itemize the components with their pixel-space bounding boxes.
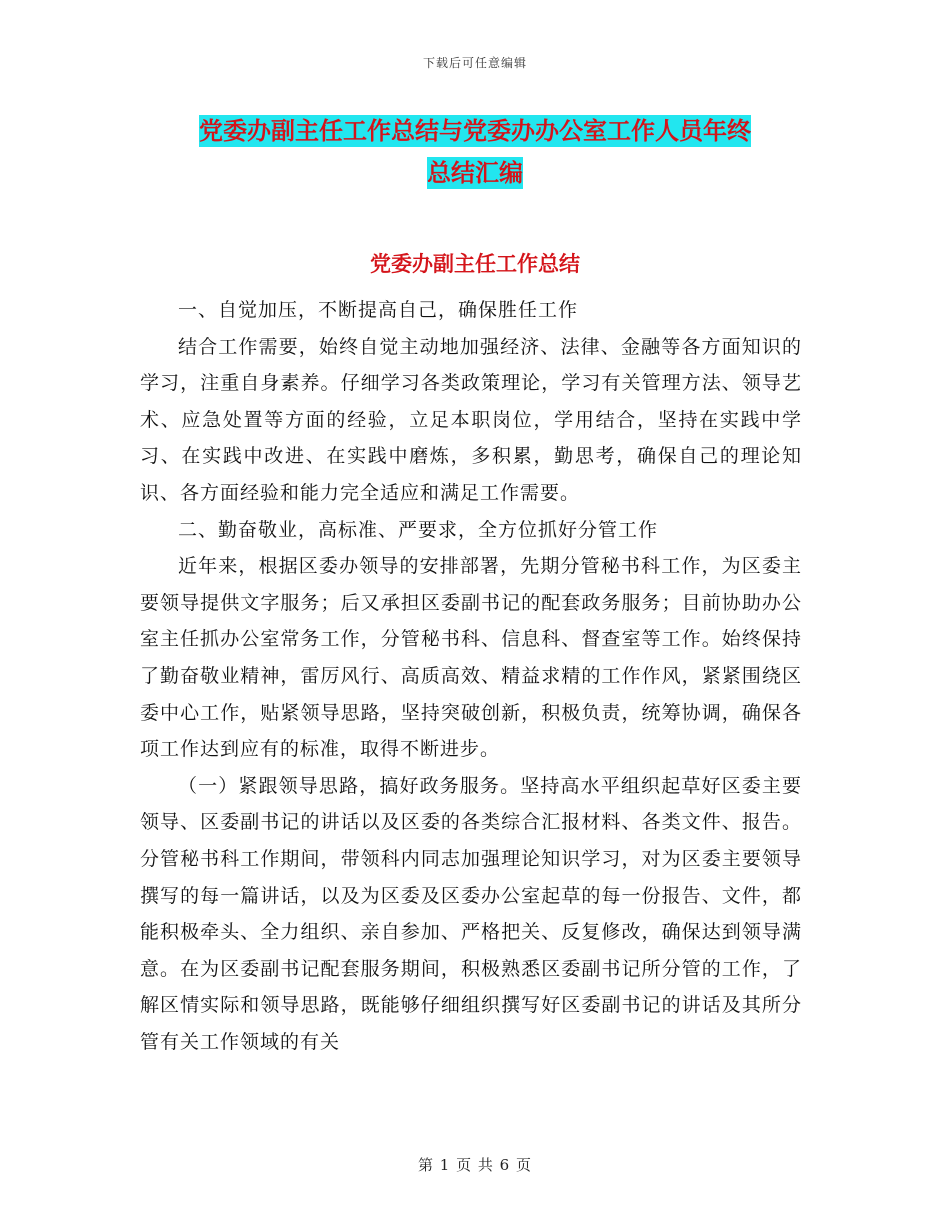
section-title: 党委办副主任工作总结	[370, 252, 580, 276]
body-paragraph-3: （一）紧跟领导思路，搞好政务服务。坚持高水平组织起草好区委主要领导、区委副书记的讲话以及区委的各类综合汇报材料、各类文件、报告。分管秘书科工作期间，带领科内同志加强理论知识学习，对为区委主要领导撰写的每一篇讲话，以及为区委及区委办公室起草的每一份报告、文件，都能积极牵头、全力组织、亲自参加、严格把关、反复修改，确保达到领导满意。在为区委副书记配套服务期间，积极熟悉区委副书记所分管的工作，了解区情实际和领导思路，既能够仔细组织撰写好区委副书记的讲话及其所分管有关工作领域的有关	[140, 774, 802, 1053]
page-number-footer: 第 1 页 共 6 页	[418, 1156, 532, 1174]
header-note: 下载后可任意编辑	[422, 56, 527, 70]
document-title	[140, 110, 810, 194]
document-title-line-1: 党委办副主任工作总结与党委办办公室工作人员年终	[199, 117, 751, 145]
heading-paragraph-2: 二、勤奋敬业，高标准、严要求，全方位抓好分管工作	[178, 518, 659, 541]
heading-paragraph-1: 一、自觉加压，不断提高自己，确保胜任工作	[178, 299, 579, 321]
document-title-line-2: 总结汇编	[427, 159, 523, 187]
body-paragraph-1: 结合工作需要，始终自觉主动地加强经济、法律、金融等各方面知识的学习，注重自身素养。仔细学习各类政策理论，学习有关管理方法、领导艺术、应急处置等方面的经验，立足本职岗位，学用结合，坚持在实践中学习、在实践中改进、在实践中磨炼，多积累，勤思考，确保自己的理论知识、各方面经验和能力完全适应和满足工作需要。	[140, 335, 802, 504]
document-body	[140, 292, 802, 1060]
body-paragraph-2: 近年来，根据区委办领导的安排部署，先期分管秘书科工作，为区委主要领导提供文字服务；后又承担区委副书记的配套政务服务；目前协助办公室主任抓办公室常务工作，分管秘书科、信息科、督查室等工作。始终保持了勤奋敬业精神，雷厉风行、高质高效、精益求精的工作作风，紧紧围绕区委中心工作，贴紧领导思路，坚持突破创新，积极负责，统筹协调，确保各项工作达到应有的标准，取得不断进步。	[140, 555, 802, 761]
